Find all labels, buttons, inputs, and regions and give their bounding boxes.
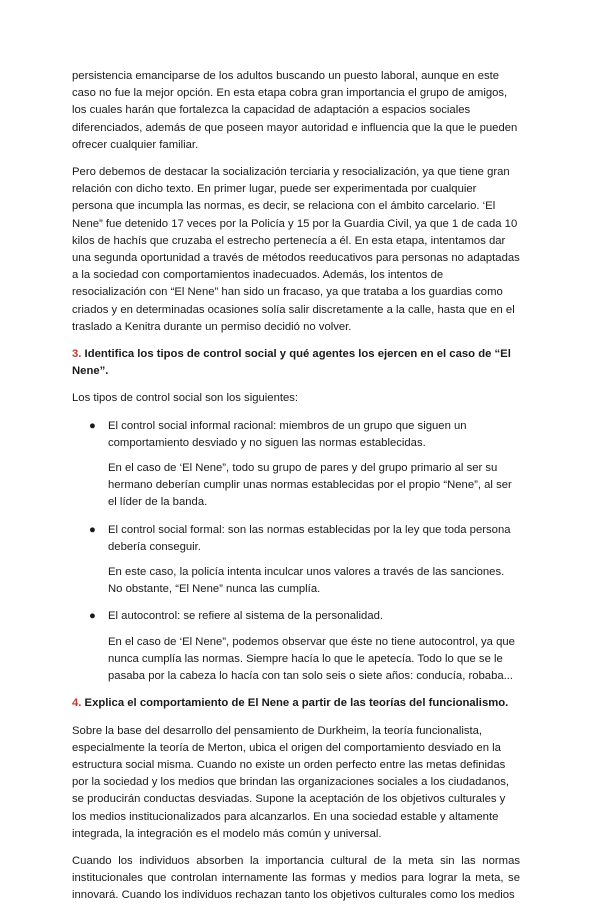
bullet-icon: ● — [89, 523, 96, 536]
list-item-detail: En el caso de ‘El Nene”, podemos observar que éste no tiene autocontrol, ya que nunca cumplía las normas. Siempre hacía lo que le apetecía. Todo lo que se le pasaba por la cabeza lo hacía con tan solo seis o siete años: conducía, robaba... — [108, 635, 515, 683]
paragraph-innovation: Cuando los individuos absorben la importancia cultural de la meta sin las normas institucionales que controlan internamente las formas y medios para lograr la meta, se innovará. Cuando los individuos rechazan tanto los objetivos culturales como los medios — [72, 854, 520, 902]
paragraph-functionalism: Sobre la base del desarrollo del pensamiento de Durkheim, la teoría funcionalista, especialmente la teoría de Merton, ubica el origen del comportamiento desviado en la estructura social misma. Cuando no existe un orden perfecto entre las metas definidas por la sociedad y los medios que brindan las organizaciones sociales a los ciudadanos, se producirán conductas desviadas. Supone la aceptación de los objetivos culturales y los medios institucionalizados para alcanzarlos. En una sociedad estable y altamente integrada, la integración es el modelo más común y universal. — [72, 724, 510, 840]
section-4-title: Explica el comportamiento de El Nene a partir de las teorías del funcionalismo. — [81, 697, 509, 710]
section-4-heading — [72, 695, 520, 712]
list-item — [72, 522, 520, 599]
bullet-icon: ● — [89, 610, 96, 623]
paragraph-adolescence: persistencia emanciparse de los adultos buscando un puesto laboral, aunque en este caso no fue la mejor opción. En esta etapa cobra gran importancia el grupo de amigos, los cuales harán que fortalezca la capacidad de adaptación a espacios sociales diferenciados, además de que poseen mayor autoridad e influencia que la que le pueden ofrecer cualquier familiar. — [72, 70, 518, 151]
section-3-title: Identifica los tipos de control social y qué agentes los ejercen en el caso de “El Nene”. — [72, 348, 511, 378]
section-4-number: 4. — [72, 697, 82, 710]
bullet-icon: ● — [89, 419, 96, 432]
list-item-text: El autocontrol: se refiere al sistema de la personalidad. — [108, 610, 384, 623]
list-item-detail: En el caso de ‘El Nene”, todo su grupo de pares y del grupo primario al ser su hermano deberían cumplir unas normas establecidas por el propio “Nene”, al ser el líder de la banda. — [108, 462, 512, 509]
list-item — [72, 608, 520, 685]
list-item-text: El control social formal: son las normas establecidas por la ley que toda persona debería conseguir. — [108, 523, 511, 553]
section-3-heading — [72, 346, 520, 380]
list-item-detail: En este caso, la policía intenta inculcar unos valores a través de las sanciones. No obstante, “El Nene” nunca las cumplía. — [108, 566, 505, 596]
paragraph-resocialization: Pero debemos de destacar la socialización terciaria y resocialización, ya que tiene gran relación con dicho texto. En primer lugar, puede ser experimentada por cualquier persona que incumpla las normas, es decir, se relaciona con el ámbito carcelario. ‘El Nene” fue detenido 17 veces por la Policía y 15 por la Guardia Civil, ya que 1 de cada 10 kilos de hachís que cruzaba el estrecho pertenecía a él. En esta etapa, intentamos dar una segunda oportunidad a través de métodos reeducativos para personas no adaptadas a la sociedad con comportamientos inadecuados. Además, los intentos de resocialización con “El Nene” han sido un fracaso, ya que trataba a los guardias como criados y en determinadas ocasiones solía salir discretamente a la calle, hasta que en el traslado a Kenitra durante un permiso decidió no volver. — [72, 166, 520, 333]
section-3-intro: Los tipos de control social son los siguientes: — [72, 392, 299, 405]
control-types-list — [72, 418, 520, 686]
list-item-text: El control social informal racional: miembros de un grupo que siguen un comportamiento desviado y no siguen las normas establecidas. — [108, 419, 467, 449]
section-3-number: 3. — [72, 348, 82, 361]
list-item — [72, 418, 520, 512]
